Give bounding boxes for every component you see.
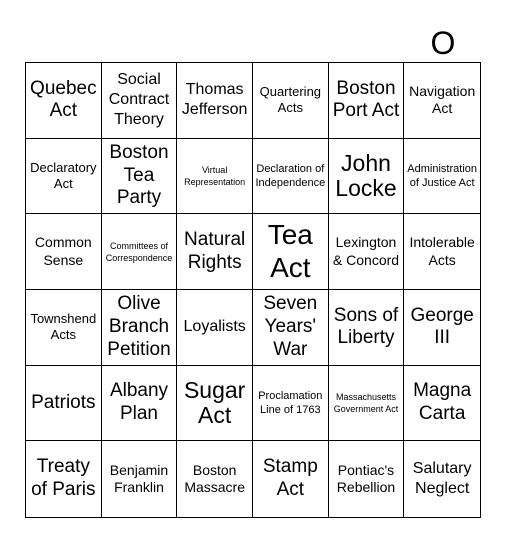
bingo-cell[interactable]: Natural Rights bbox=[177, 214, 253, 290]
bingo-cell[interactable]: Sons of Liberty bbox=[329, 290, 405, 366]
bingo-cell[interactable]: Proclamation Line of 1763 bbox=[253, 366, 329, 442]
bingo-cell[interactable]: Administration of Justice Act bbox=[404, 139, 480, 215]
bingo-cell[interactable]: Tea Act bbox=[253, 214, 329, 290]
bingo-cell[interactable]: Pontiac's Rebellion bbox=[329, 441, 405, 517]
bingo-cell[interactable]: Olive Branch Petition bbox=[102, 290, 178, 366]
bingo-cell[interactable]: Salutary Neglect bbox=[412, 460, 472, 498]
bingo-cell[interactable]: Townshend Acts bbox=[26, 290, 102, 366]
bingo-cell[interactable]: Treaty of Paris bbox=[26, 441, 102, 517]
bingo-cell[interactable]: Declaratory Act bbox=[26, 139, 102, 215]
bingo-cell[interactable]: Loyalists bbox=[177, 290, 253, 366]
bingo-cell[interactable]: Magna Carta bbox=[404, 366, 480, 442]
bingo-cell[interactable]: Stamp Act bbox=[253, 441, 329, 517]
bingo-cell[interactable]: Sugar Act bbox=[177, 366, 253, 442]
bingo-cell[interactable]: Navigation Act bbox=[404, 63, 480, 139]
bingo-cell[interactable]: George III bbox=[404, 290, 480, 366]
bingo-cell[interactable]: Declaration of Independence bbox=[253, 139, 329, 215]
bingo-cell[interactable]: John Locke bbox=[329, 139, 405, 215]
bingo-board bbox=[25, 62, 481, 518]
bingo-cell[interactable]: Intolerable Acts bbox=[404, 214, 480, 290]
bingo-cell[interactable]: Common Sense bbox=[26, 214, 102, 290]
bingo-cell[interactable]: Patriots bbox=[26, 366, 102, 442]
bingo-header-letter: O bbox=[430, 25, 456, 61]
bingo-cell[interactable]: Boston Tea Party bbox=[102, 139, 178, 215]
bingo-cell[interactable]: Quartering Acts bbox=[253, 63, 329, 139]
bingo-cell[interactable]: Seven Years' War bbox=[253, 290, 329, 366]
bingo-cell[interactable]: Virtual Representation bbox=[177, 139, 253, 215]
bingo-cell[interactable]: Boston Port Act bbox=[329, 63, 405, 139]
bingo-cell[interactable]: Thomas Jefferson bbox=[177, 63, 253, 139]
bingo-cell[interactable]: Lexington & Concord bbox=[329, 214, 405, 290]
bingo-cell[interactable]: Committees of Correspondence bbox=[102, 214, 178, 290]
bingo-cell[interactable]: Albany Plan bbox=[102, 366, 178, 442]
bingo-cell[interactable]: Massachusetts Government Act bbox=[329, 366, 405, 442]
bingo-cell[interactable]: Quebec Act bbox=[26, 63, 102, 139]
bingo-cell[interactable]: Boston Massacre bbox=[177, 441, 253, 517]
bingo-cell[interactable]: Social Contract Theory bbox=[102, 63, 178, 139]
bingo-cell[interactable]: Benjamin Franklin bbox=[102, 441, 178, 517]
